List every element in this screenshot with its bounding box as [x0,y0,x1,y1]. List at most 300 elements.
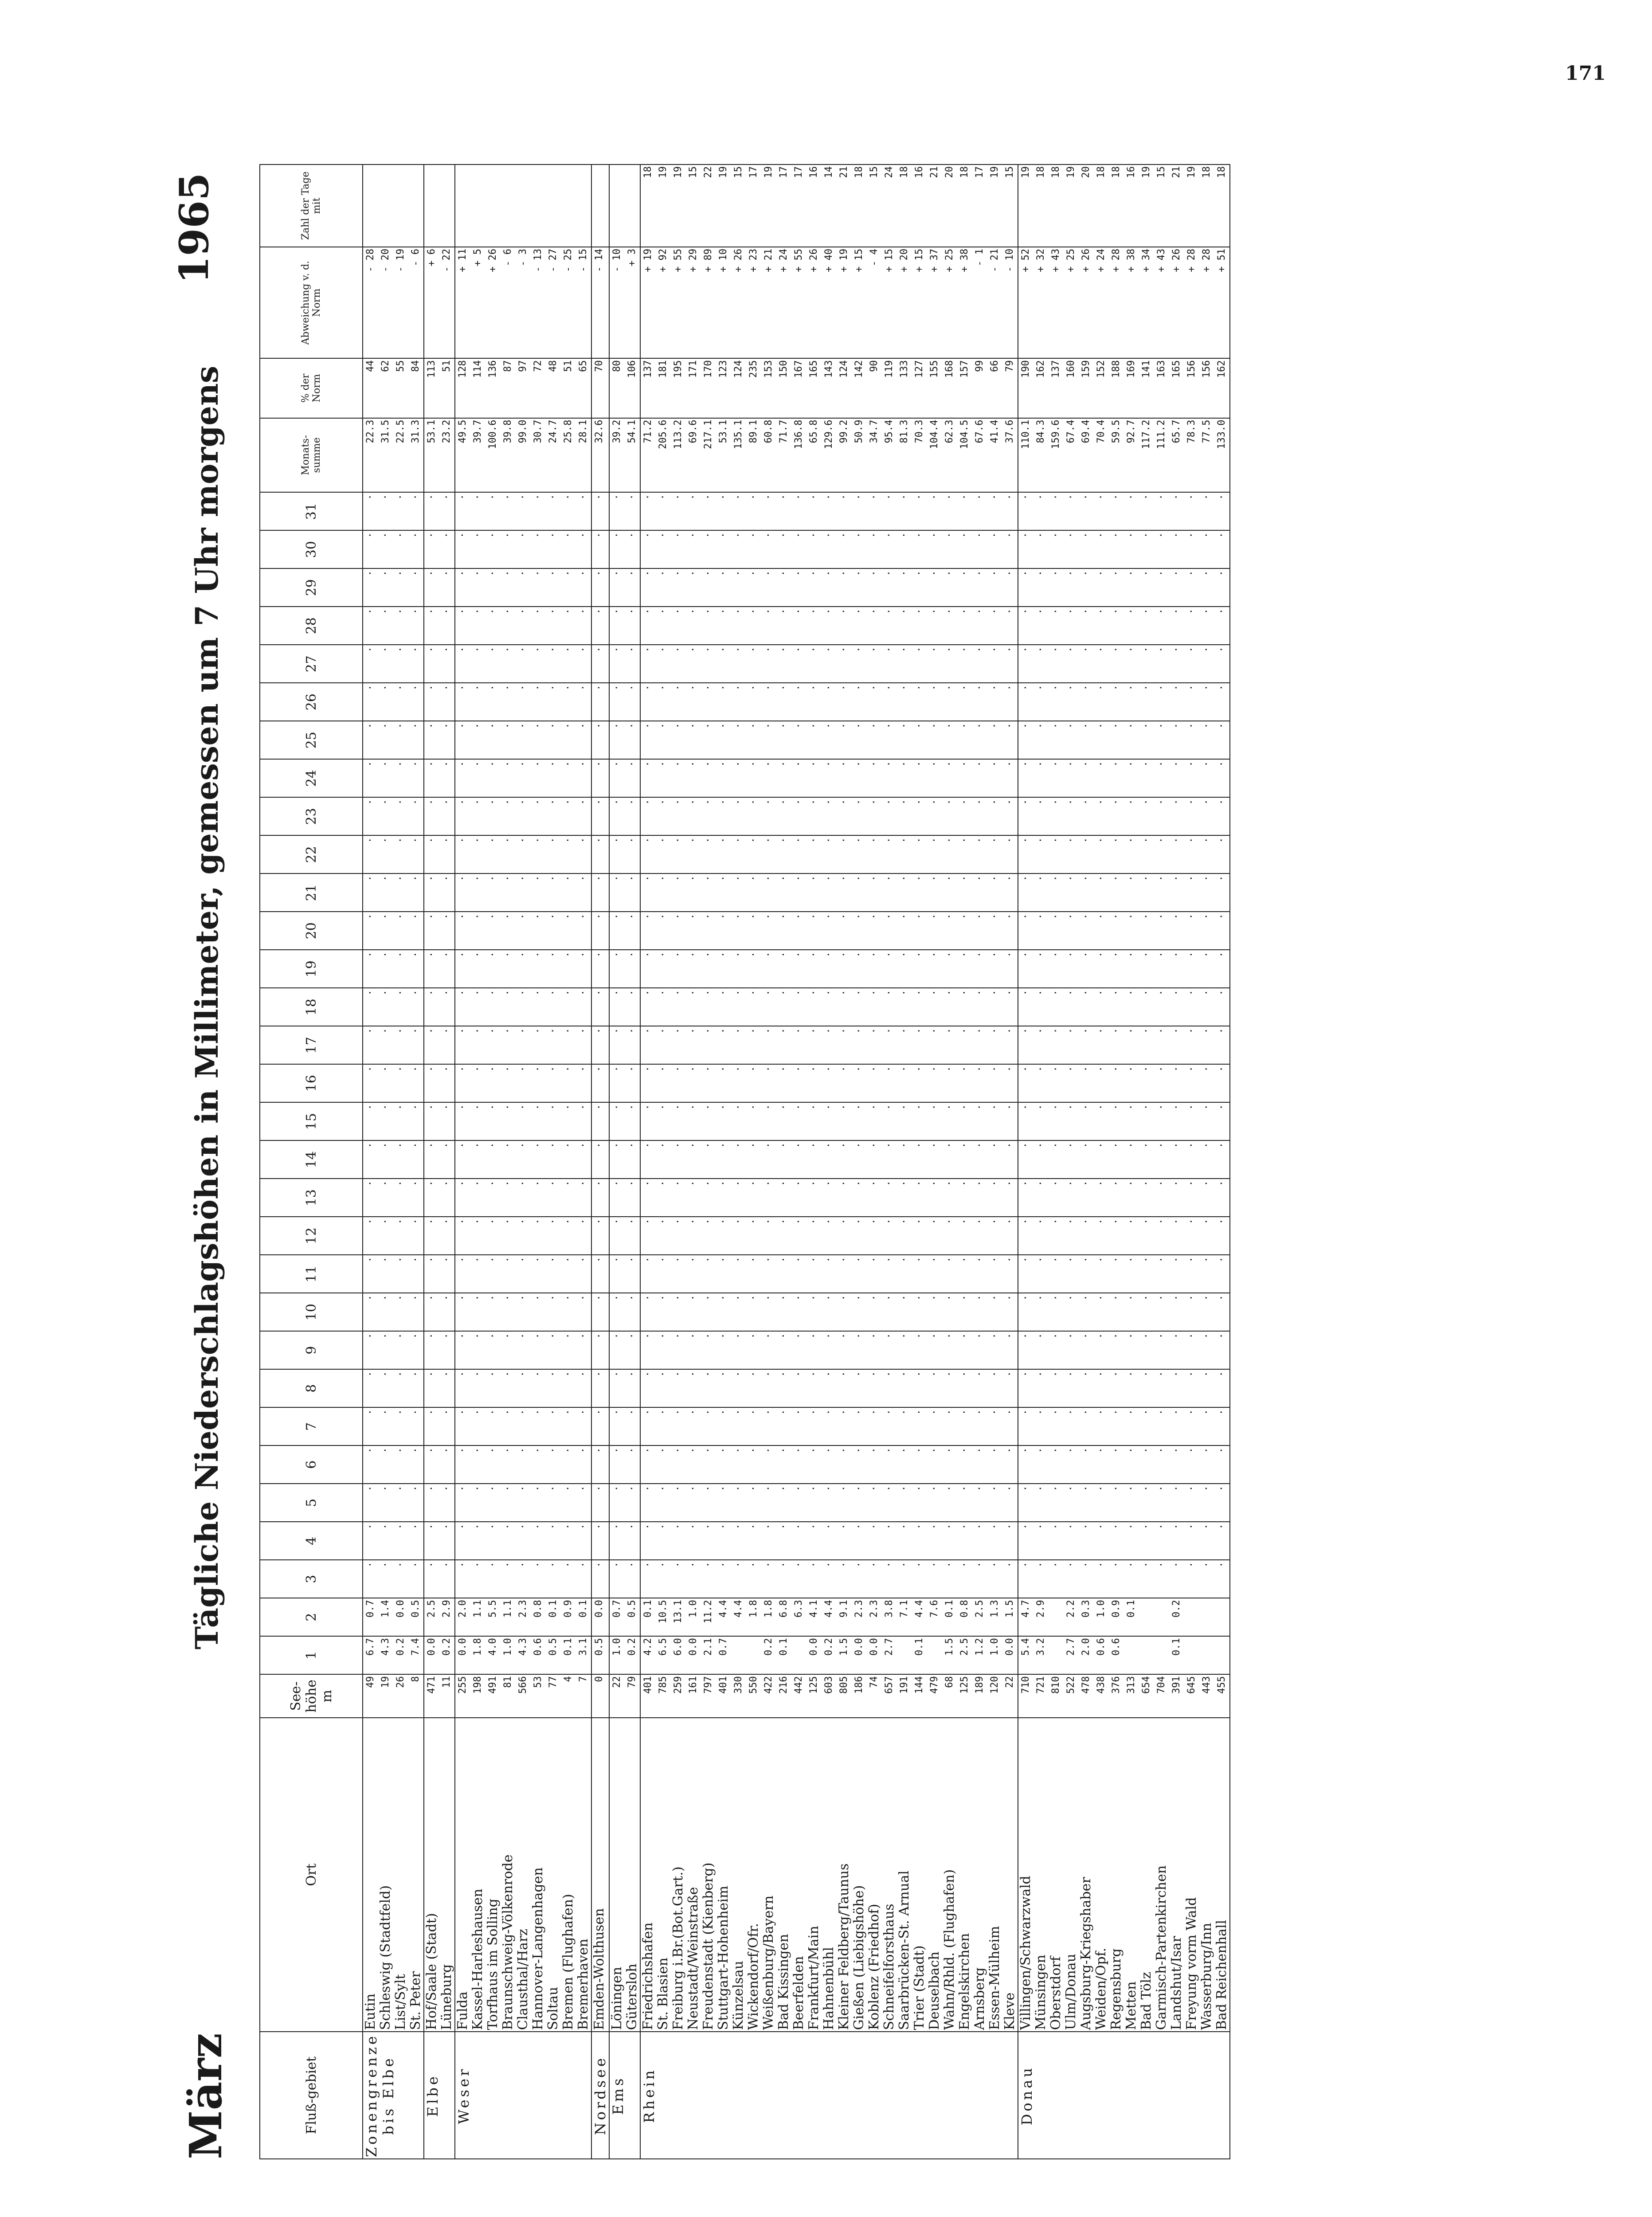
day-10-values: · · [609,1293,640,1331]
station-names-value: Wasserburg/Inn [1199,1923,1214,2030]
day-14-values: · [591,1140,609,1179]
col-day-13: 13 [260,1179,363,1217]
deviation-value: + 29 [688,248,699,272]
days-count-value: 21 [838,166,849,178]
days-count-value: 18 [1111,166,1122,178]
station-heights-value: 81 [502,1676,513,1688]
day-1-values-value: 0.2 [626,1638,638,1656]
month-sum-value: 129.6 [823,419,834,449]
day-1-values-value: 0.2 [823,1638,834,1656]
pct-of-norm-value: 127 [914,360,925,378]
sheet-header [162,164,259,2159]
month-label: März [180,2033,232,2159]
station-names-value: Clausthal/Harz [515,1928,531,2030]
day-2-values-value: 5.5 [487,1600,498,1618]
pct-of-norm-value: 165 [1171,360,1182,378]
day-5-values: · · [424,1484,455,1522]
day-16-values: · · [424,1064,455,1102]
station-names-value: Künzelsau [731,1961,746,2030]
day-18-values: · · [609,988,640,1026]
day-15-values: · [591,1102,609,1140]
day-2-values-value: 1.1 [472,1600,483,1618]
day-1-values-value: 2.0 [1080,1638,1092,1656]
day-2-values-value: 2.3 [853,1600,865,1618]
day-24-values: · · · · [363,759,424,797]
deviation-value: - 1 [974,248,985,266]
month-sum-value: 30.7 [532,419,544,443]
day-2-values-value: 13.1 [673,1600,684,1624]
deviation-value: - 3 [517,248,528,266]
col-day-22: 22 [260,835,363,873]
day-29-values: · · [609,568,640,607]
deviation [424,247,455,358]
day-26-values: · [591,683,609,721]
month-sum-value: 50.9 [853,419,865,443]
day-2-values-value: 2.0 [457,1600,468,1618]
day-2-values-value: 0.3 [1080,1600,1092,1618]
deviation-value: + 55 [673,248,684,272]
day-11-values: · · · · · · · · · · · · · · · · · · · · · · · · · [640,1255,1018,1293]
day-21-values: · · · · · · · · · · · · · · · · · · · · · · · · · [640,873,1018,912]
pct-of-norm-value: 48 [548,360,559,372]
day-17-values: · · · · · · · · · · · · · · [1018,1026,1230,1064]
day-4-values: · · · · · · · · · [455,1522,591,1560]
days-count-value: 18 [853,166,865,178]
day-16-values: · · [609,1064,640,1102]
deviation-value: + 38 [1126,248,1137,272]
station-names [591,1718,609,2032]
station-names-value: Bad Kissingen [776,1934,791,2030]
month-sum-value: 92.7 [1126,419,1137,443]
month-sum-value: 32.6 [594,419,605,443]
days-count-value: 15 [688,166,699,178]
day-23-values: · · · · · · · · · [455,797,591,835]
day-1-values-value [1154,1638,1169,1673]
day-18-values: · · · · · · · · · · · · · · [1018,988,1230,1026]
station-names-value: Weißenburg/Bayern [761,1895,776,2030]
day-24-values: · [591,759,609,797]
river-group-row [363,165,424,2159]
day-24-values: · · [609,759,640,797]
month-sum-value: 159.6 [1050,419,1061,449]
pct-of-norm-value: 62 [380,360,391,372]
col-day-16: 16 [260,1064,363,1102]
deviation-value: - 21 [989,248,1000,272]
day-2-values [591,1598,609,1636]
col-day-11: 11 [260,1255,363,1293]
day-20-values: · · [609,912,640,950]
day-1-values-value: 1.8 [472,1638,483,1656]
pct-of-norm-value: 87 [502,360,513,372]
station-names-value: St. Peter [408,1971,423,2030]
day-15-values: · · · · · · · · · · · · · · [1018,1102,1230,1140]
pct-of-norm-value: 70 [594,360,605,372]
month-sum-value: 117.2 [1141,419,1152,449]
day-28-values: · · · · · · · · · [455,607,591,645]
station-heights-value: 198 [472,1676,483,1694]
day-20-values: · · · · [363,912,424,950]
pct-of-norm [591,358,609,418]
day-17-values: · · · · · · · · · [455,1026,591,1064]
river-name: Elbe [424,2032,455,2159]
station-heights-value: 566 [517,1676,528,1694]
day-10-values: · · [424,1293,455,1331]
col-day-30: 30 [260,530,363,568]
station-names-value: Oberstdorf [1048,1956,1064,2030]
month-sum-value: 67.4 [1065,419,1077,443]
day-4-values: · · · · [363,1522,424,1560]
day-2-values [455,1598,591,1636]
day-2-values-value [1049,1600,1064,1634]
day-1-values-value [746,1638,761,1673]
deviation-value: - 10 [611,248,622,272]
station-names-value: Hahnenbühl [821,1947,837,2030]
col-day-23: 23 [260,797,363,835]
deviation-value: + 34 [1141,248,1152,272]
pct-of-norm-value: 119 [884,360,895,378]
station-heights-value: 522 [1065,1676,1077,1694]
station-heights-value: 11 [441,1676,452,1688]
day-14-values: · · · · [363,1140,424,1179]
day-29-values: · · · · [363,568,424,607]
day-8-values: · · · · · · · · · [455,1369,591,1407]
month-sum-value: 53.1 [426,419,437,443]
days-count [363,165,424,247]
station-heights-value: 401 [642,1676,654,1694]
station-names-value: Löningen [609,1966,625,2030]
day-14-values: · · · · · · · · · · · · · · · · · · · · · · · · · [640,1140,1018,1179]
table-title: Tägliche Niederschlagshöhen in Millimeter, gemessen um 7 Uhr morgens [188,365,225,1649]
day-2-values-value: 0.9 [563,1600,574,1618]
pct-of-norm-value: 128 [457,360,468,378]
day-3-values: · · · · · · · · · [455,1560,591,1598]
day-1-values-value [1049,1638,1064,1673]
day-5-values: · · · · [363,1484,424,1522]
deviation-value: + 37 [929,248,940,272]
deviation-value: + 5 [472,248,483,266]
day-9-values: · · · · [363,1331,424,1369]
pct-of-norm-value: 188 [1111,360,1122,378]
station-names-value: Braunschweig-Völkenrode [500,1854,516,2030]
day-1-values-value: 1.5 [838,1638,849,1656]
day-20-values: · · · · · · · · · · · · · · · · · · · · · · · · · [640,912,1018,950]
station-names [363,1718,424,2032]
month-sum-value: 53.1 [718,419,729,443]
pct-of-norm [609,358,640,418]
day-5-values: · · · · · · · · · · · · · · · · · · · · · · · · · [640,1484,1018,1522]
day-8-values: · · · · [363,1369,424,1407]
deviation [455,247,591,358]
station-heights-value: 438 [1096,1676,1107,1694]
day-6-values: · · [609,1445,640,1484]
station-names-value: Wahn/Rhld. (Flughafen) [942,1869,957,2030]
day-13-values: · [591,1179,609,1217]
pct-of-norm-value: 44 [365,360,376,372]
pct-of-norm-value: 72 [532,360,544,372]
day-9-values: · · [609,1331,640,1369]
station-heights [363,1674,424,1718]
station-heights-value: 805 [838,1676,849,1694]
station-names [455,1718,591,2032]
col-day-31: 31 [260,492,363,530]
month-sum-value: 70.4 [1096,419,1107,443]
day-20-values: · · [424,912,455,950]
day-1-values-value [731,1638,746,1673]
days-count-value: 18 [1050,166,1061,178]
deviation [640,247,1018,358]
station-names-value: Essen-Mülheim [987,1926,1002,2030]
col-day-29: 29 [260,568,363,607]
station-heights [591,1674,609,1718]
day-1-values-value: 0.1 [1171,1638,1182,1656]
pct-of-norm-value: 156 [1186,360,1197,378]
day-17-values: · [591,1026,609,1064]
day-22-values: · · · · · · · · · · · · · · [1018,835,1230,873]
deviation-value: - 19 [395,248,406,272]
station-heights-value: 785 [658,1676,669,1694]
day-6-values: · · [424,1445,455,1484]
day-1-values-value: 4.2 [642,1638,654,1656]
deviation [609,247,640,358]
col-day-18: 18 [260,988,363,1026]
deviation-value: + 43 [1156,248,1167,272]
month-sum-value: 39.7 [472,419,483,443]
day-25-values: · · · · [363,721,424,759]
day-1-values [363,1636,424,1674]
station-names-value: Engelskirchen [957,1933,972,2030]
day-4-values: · · · · · · · · · · · · · · · · · · · · · · · · · [640,1522,1018,1560]
month-sum-value: 41.4 [989,419,1000,443]
day-21-values: · · · · [363,873,424,912]
station-names-value: Arnsberg [972,1967,987,2030]
station-names-value: Wickendorf/Ofr. [746,1923,761,2030]
day-1-values-value: 7.4 [410,1638,421,1656]
pct-of-norm-value: 190 [1020,360,1031,378]
day-1-values-value: 6.7 [365,1638,376,1656]
month-sum-value: 100.6 [487,419,498,449]
station-names [640,1718,1018,2032]
day-8-values: · · [609,1369,640,1407]
month-sum-value: 104.5 [959,419,970,449]
day-23-values: · [591,797,609,835]
col-day-19: 19 [260,950,363,988]
day-2-values-value: 1.8 [748,1600,759,1618]
station-heights-value: 704 [1156,1676,1167,1694]
station-names-value: List/Sylt [393,1974,408,2030]
day-14-values: · · [609,1140,640,1179]
deviation-value: + 28 [1201,248,1212,272]
days-count-value: 19 [989,166,1000,178]
days-count-value: 18 [959,166,970,178]
month-sum-value: 136.8 [793,419,804,449]
station-names-value: Stuttgart-Hohenheim [716,1885,731,2030]
station-heights-value: 491 [487,1676,498,1694]
pct-of-norm-value: 181 [658,360,669,378]
day-2-values-value: 3.8 [884,1600,895,1618]
station-names-value: Kassel-Harleshausen [470,1888,485,2030]
station-names-value: Frankfurt/Main [806,1926,822,2030]
days-count-value: 18 [899,166,910,178]
station-names-value: Beerfelden [791,1956,806,2030]
day-2-values-value: 1.4 [380,1600,391,1618]
days-count-value: 19 [1020,166,1031,178]
day-30-values: · · [424,530,455,568]
station-heights-value: 657 [884,1676,895,1694]
day-22-values: · · [424,835,455,873]
day-22-values: · · · · · · · · · [455,835,591,873]
day-13-values: · · · · · · · · · · · · · · [1018,1179,1230,1217]
day-20-values: · · · · · · · · · [455,912,591,950]
station-names-value: Kleve [1002,1992,1018,2030]
day-30-values: · · [609,530,640,568]
station-names [609,1718,640,2032]
month-sum [1018,418,1230,493]
day-11-values: · · · · [363,1255,424,1293]
day-1-values [424,1636,455,1674]
month-sum-value: 25.8 [563,419,574,443]
month-sum-value: 22.5 [395,419,406,443]
day-20-values: · · · · · · · · · · · · · · [1018,912,1230,950]
days-count-value: 20 [944,166,955,178]
deviation-value: + 32 [1035,248,1046,272]
day-10-values: · [591,1293,609,1331]
station-names-value: Hof/Saale (Stadt) [424,1913,439,2030]
day-1-values-value: 0.1 [778,1638,789,1656]
deviation-value: - 10 [1004,248,1015,272]
day-1-values-value: 0.2 [395,1638,406,1656]
deviation-value: + 25 [944,248,955,272]
day-1-values-value [897,1638,912,1673]
day-26-values: · · · · · · · · · [455,683,591,721]
day-23-values: · · [424,797,455,835]
station-heights-value: 442 [793,1676,804,1694]
days-count-value: 15 [733,166,744,178]
pct-of-norm-value: 123 [718,360,729,378]
day-2-values [640,1598,1018,1636]
pct-of-norm-value: 157 [959,360,970,378]
day-31-values: · · · · · · · · · · · · · · [1018,492,1230,530]
col-day-21: 21 [260,873,363,912]
day-2-values-value: 0.1 [1126,1600,1137,1618]
station-names-value: Lüneburg [439,1964,454,2030]
day-12-values: · · · · · · · · · [455,1217,591,1255]
day-1-values-value: 0.7 [718,1638,729,1656]
station-heights-value: 22 [611,1676,622,1688]
station-names-value: Gießen (Liebigshöhe) [851,1885,867,2030]
day-2-values-value: 0.8 [959,1600,970,1618]
day-1-values-value [1199,1638,1214,1673]
pct-of-norm-value: 106 [626,360,638,378]
month-sum-value: 65.7 [1171,419,1182,443]
deviation-value: - 28 [365,248,376,272]
day-2-values-value: 1.5 [1004,1600,1015,1618]
days-count-value: 19 [1065,166,1077,178]
deviation-value: + 26 [487,248,498,272]
deviation-value: + 26 [733,248,744,272]
day-5-values: · [591,1484,609,1522]
station-heights-value: 550 [748,1676,759,1694]
col-day-15: 15 [260,1102,363,1140]
month-sum-value: 34.7 [869,419,880,443]
pct-of-norm-value: 162 [1216,360,1227,378]
day-17-values: · · · · · · · · · · · · · · · · · · · · · · · · · [640,1026,1018,1064]
day-1-values-value: 4.3 [380,1638,391,1656]
day-1-values-value: 0.0 [457,1638,468,1656]
day-1-values-value [1139,1638,1154,1673]
day-15-values: · · · · · · · · · · · · · · · · · · · · · · · · · [640,1102,1018,1140]
day-22-values: · · · · [363,835,424,873]
river-group-row [609,165,640,2159]
days-count [1018,165,1230,247]
col-day-26: 26 [260,683,363,721]
day-22-values: · · · · · · · · · · · · · · · · · · · · · · · · · [640,835,1018,873]
station-names-value: Metten [1124,1981,1139,2030]
station-heights-value: 22 [1004,1676,1015,1688]
day-21-values: · · · · · · · · · · · · · · [1018,873,1230,912]
station-names-value: Trier (Stadt) [912,1945,927,2030]
pct-of-norm-value: 79 [1004,360,1015,372]
col-day-24: 24 [260,759,363,797]
day-6-values: · · · · [363,1445,424,1484]
day-1-values-value: 0.6 [532,1638,544,1656]
pct-of-norm [455,358,591,418]
month-sum [640,418,1018,493]
month-sum-value: 70.3 [914,419,925,443]
day-11-values: · · · · · · · · · · · · · · [1018,1255,1230,1293]
days-count-value: 16 [914,166,925,178]
day-8-values: · · [424,1369,455,1407]
day-5-values: · · [609,1484,640,1522]
station-heights-value: 144 [914,1676,925,1694]
pct-of-norm-value: 55 [395,360,406,372]
month-sum [424,418,455,493]
days-count-value: 18 [1096,166,1107,178]
station-heights-value: 259 [673,1676,684,1694]
day-27-values: · · [609,645,640,683]
station-heights-value: 810 [1050,1676,1061,1694]
month-sum-value: 133.0 [1216,419,1227,449]
col-day-20: 20 [260,912,363,950]
day-21-values: · · [609,873,640,912]
day-4-values: · [591,1522,609,1560]
col-day-25: 25 [260,721,363,759]
deviation-value: - 20 [380,248,391,272]
day-2-values-value: 4.1 [808,1600,819,1618]
day-1-values-value: 0.0 [426,1638,437,1656]
deviation [591,247,609,358]
day-2-values-value: 0.0 [395,1600,406,1618]
day-25-values: · · [609,721,640,759]
month-sum-value: 62.3 [944,419,955,443]
pct-of-norm-value: 195 [673,360,684,378]
pct-of-norm-value: 171 [688,360,699,378]
day-28-values: · · [424,607,455,645]
days-count [591,165,609,247]
day-9-values: · · · · · · · · · · · · · · [1018,1331,1230,1369]
day-3-values: · · [609,1560,640,1598]
month-sum-value: 49.5 [457,419,468,443]
day-1-values-value: 0.5 [594,1638,605,1656]
pct-of-norm-value: 150 [778,360,789,378]
days-count-value: 20 [1080,166,1092,178]
station-names-value: Friedrichshafen [640,1922,656,2030]
deviation-value: - 27 [548,248,559,272]
day-2-values-value: 6.8 [778,1600,789,1618]
day-1-values-value [1214,1638,1229,1673]
month-sum-value: 99.2 [838,419,849,443]
day-27-values: · · · · · · · · · · · · · · · · · · · · · · · · · [640,645,1018,683]
deviation-value: - 13 [532,248,544,272]
